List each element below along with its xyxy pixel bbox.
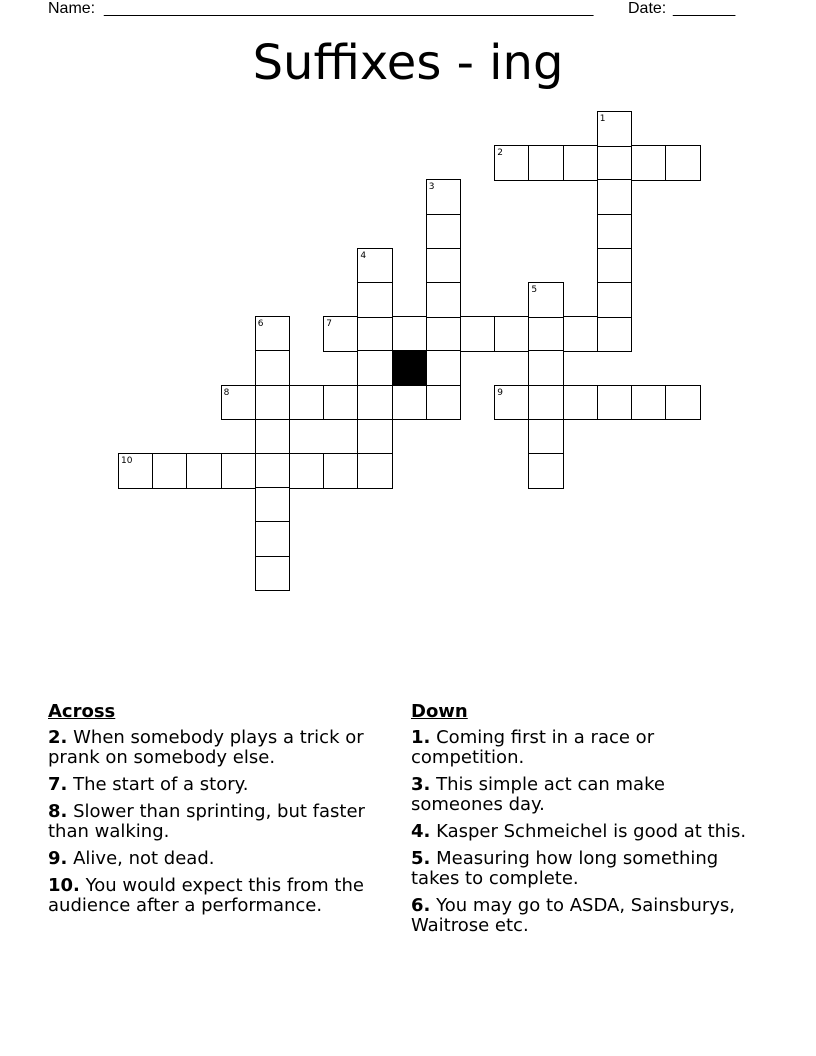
grid-cell[interactable] (255, 556, 291, 592)
grid-cell[interactable] (597, 282, 633, 318)
grid-cell[interactable] (528, 350, 564, 386)
grid-cell[interactable] (323, 316, 359, 352)
grid-cell[interactable] (392, 385, 428, 421)
grid-cell[interactable] (255, 521, 291, 557)
clue-number: 3 (428, 182, 435, 193)
grid-cell[interactable] (665, 385, 701, 421)
grid-cell[interactable] (118, 453, 154, 489)
grid-cell[interactable] (323, 453, 359, 489)
grid-cell[interactable] (357, 282, 393, 318)
grid-cell[interactable] (665, 145, 701, 181)
name-label: Name: (48, 0, 96, 17)
clue-number: 10 (121, 456, 133, 466)
clue-number: 7 (326, 319, 332, 330)
clue-across-7: 7. The start of a story. (48, 774, 249, 795)
grid-cell[interactable] (357, 385, 393, 421)
clue-number: 9 (497, 387, 503, 398)
clue-down-3: 3. This simple act can make someones day. (411, 774, 665, 815)
down-heading: Down (411, 701, 468, 722)
grid-cell[interactable] (631, 385, 667, 421)
clue-number: 6 (257, 319, 264, 330)
grid-cell[interactable] (357, 248, 393, 284)
grid-cell[interactable] (357, 453, 393, 489)
grid-cell[interactable] (392, 316, 428, 352)
clue-down-5: 5. Measuring how long something takes to complete. (411, 848, 719, 889)
grid-cell[interactable] (255, 316, 291, 352)
clue-across-10: 10. You would expect this from the audience after a performance. (48, 875, 364, 916)
grid-cell[interactable] (597, 179, 633, 215)
grid-cell[interactable] (494, 316, 530, 352)
grid-cell[interactable] (357, 419, 393, 455)
grid-cell[interactable] (460, 316, 496, 352)
grid-cell[interactable] (289, 453, 325, 489)
grid-cell[interactable] (597, 385, 633, 421)
grid-cell[interactable] (152, 453, 188, 489)
clue-across-9: 9. Alive, not dead. (48, 848, 215, 869)
page-title: Suffixes - ing (252, 35, 564, 91)
clue-number: 1 (599, 114, 606, 124)
grid-cell[interactable] (255, 350, 291, 386)
grid-cell[interactable] (221, 385, 257, 421)
grid-cell[interactable] (221, 453, 257, 489)
across-heading: Across (48, 701, 116, 722)
clue-down-1: 1. Coming first in a race or competition. (411, 727, 655, 768)
date-line[interactable]: _______ (673, 0, 736, 17)
grid-cell[interactable] (597, 145, 633, 181)
grid-cell[interactable] (494, 385, 530, 421)
across-clues (48, 702, 393, 923)
grid-cell[interactable] (426, 282, 462, 318)
grid-cell[interactable] (563, 385, 599, 421)
grid-cell[interactable] (528, 282, 564, 318)
grid-cell[interactable] (323, 385, 359, 421)
clue-number: 8 (223, 387, 230, 398)
grid-cell[interactable] (528, 419, 564, 455)
grid-cell[interactable] (631, 145, 667, 181)
black-cell (392, 350, 428, 386)
grid-cell[interactable] (563, 316, 599, 352)
grid-cell[interactable] (563, 145, 599, 181)
grid-cell[interactable] (597, 111, 633, 147)
grid-cell[interactable] (255, 487, 291, 523)
grid-cell[interactable] (597, 248, 633, 284)
grid-cell[interactable] (494, 145, 530, 181)
clue-number: 5 (531, 285, 538, 295)
grid-cell[interactable] (426, 248, 462, 284)
clue-number: 2 (497, 148, 503, 159)
grid-cell[interactable] (255, 453, 291, 489)
grid-cell[interactable] (528, 316, 564, 352)
grid-cell[interactable] (255, 419, 291, 455)
name-line[interactable]: _______________________________________________________ (104, 0, 594, 17)
grid-cell[interactable] (528, 145, 564, 181)
grid-cell[interactable] (426, 350, 462, 386)
clue-number: 4 (360, 250, 367, 261)
grid-cell[interactable] (426, 179, 462, 215)
clue-down-4: 4. Kasper Schmeichel is good at this. (411, 821, 747, 842)
grid-cell[interactable] (357, 316, 393, 352)
date-label: Date: (628, 0, 667, 17)
down-clues (411, 702, 756, 943)
grid-cell[interactable] (597, 214, 633, 250)
grid-cell[interactable] (357, 350, 393, 386)
grid-cell[interactable] (186, 453, 222, 489)
clue-down-6: 6. You may go to ASDA, Sainsburys, Waitrose etc. (411, 895, 736, 936)
grid-cell[interactable] (528, 453, 564, 489)
grid-cell[interactable] (426, 214, 462, 250)
grid-cell[interactable] (426, 385, 462, 421)
clue-across-8: 8. Slower than sprinting, but faster than walking. (48, 801, 365, 842)
grid-cell[interactable] (528, 385, 564, 421)
grid-cell[interactable] (426, 316, 462, 352)
grid-cell[interactable] (255, 385, 291, 421)
grid-cell[interactable] (597, 316, 633, 352)
grid-cell[interactable] (289, 385, 325, 421)
clue-across-2: 2. When somebody plays a trick or prank on somebody else. (48, 727, 364, 768)
